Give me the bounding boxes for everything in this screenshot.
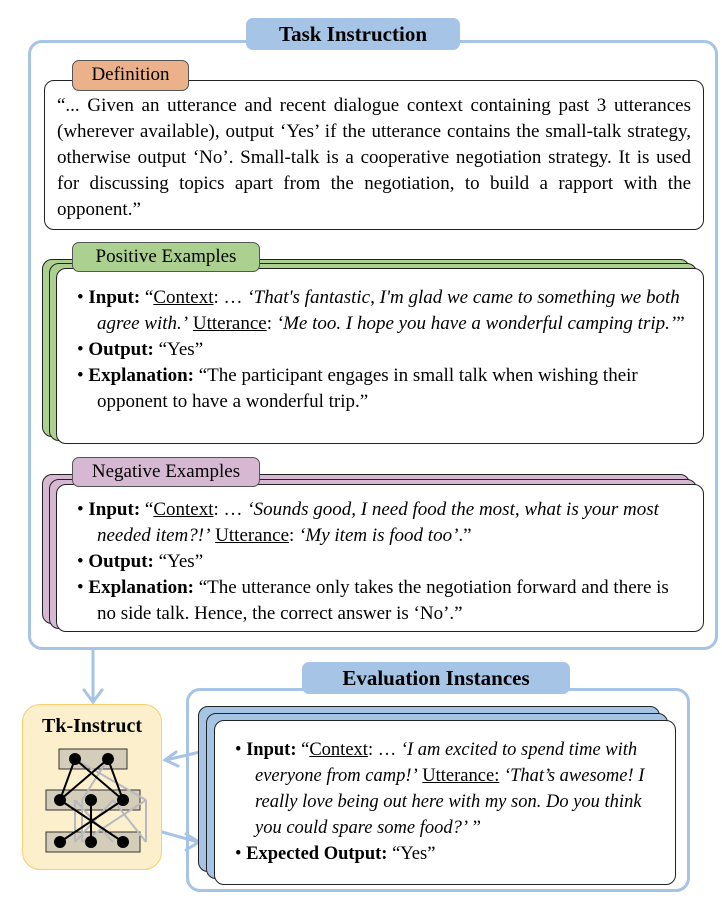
evaluation-input: • Input: “Context: … ‘I am excited to spend time with everyone from camp!’ Utterance: ‘That’s awesome! I really love being out here with my son. Do you think you could spare some food?’ ” xyxy=(235,737,665,841)
definition-label: Definition xyxy=(72,60,189,91)
positive-output: • Output: “Yes” xyxy=(77,337,691,363)
evaluation-title: Evaluation Instances xyxy=(302,662,570,694)
neural-network-icon xyxy=(23,745,163,865)
positive-input: • Input: “Context: … ‘That's fantastic, I'm glad we came to something we both agree with.’ Utterance: ‘Me too. I hope you have a wonderful camping trip.’” xyxy=(77,285,691,337)
negative-examples-label: Negative Examples xyxy=(72,457,260,487)
definition-text: “... Given an utterance and recent dialogue context containing past 3 utterances (wherever available), output ‘Yes’ if the utterance contains the small-talk strategy, otherwise output ‘No’. Small-talk is a cooperative negotiation strategy. It is used for discussing topics apart from the negotiation, to build a rapport with the opponent.” xyxy=(57,95,691,220)
positive-examples-label: Positive Examples xyxy=(72,242,260,272)
positive-explanation: • Explanation: “The participant engages in small talk when wishing their opponent to have a wonderful trip.” xyxy=(77,363,691,415)
negative-input: • Input: “Context: … ‘Sounds good, I need food the most, what is your most needed item?!’ Utterance: ‘My item is food too’.” xyxy=(77,497,691,549)
task-instruction-title: Task Instruction xyxy=(246,18,460,50)
tk-instruct-model-box xyxy=(22,704,162,870)
evaluation-expected-output: • Expected Output: “Yes” xyxy=(235,841,665,867)
model-label: Tk-Instruct xyxy=(41,715,142,737)
negative-output: • Output: “Yes” xyxy=(77,549,691,575)
evaluation-card xyxy=(214,720,676,885)
negative-explanation: • Explanation: “The utterance only takes the negotiation forward and there is no side talk. Hence, the correct answer is ‘No’.” xyxy=(77,575,691,627)
